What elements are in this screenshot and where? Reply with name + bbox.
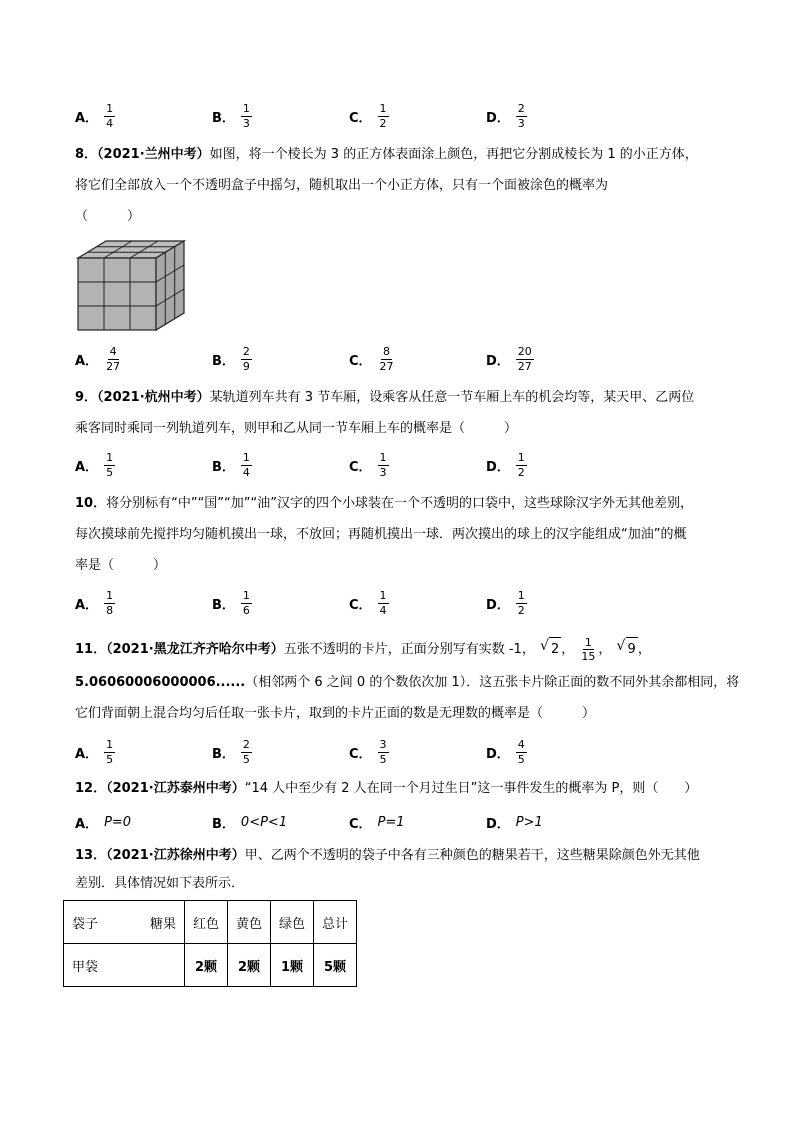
- q7-option-b[interactable]: B． $\frac{1}{3}$: [212, 101, 250, 130]
- q8-options: [75, 341, 725, 377]
- q11-option-b[interactable]: B． $\frac{2}{5}$: [212, 737, 250, 766]
- table-header: 绿色: [271, 901, 314, 944]
- q12-option-c[interactable]: C． P=1: [349, 814, 405, 832]
- fraction: $\frac{1}{5}$: [106, 737, 114, 766]
- q9-option-b[interactable]: B． $\frac{1}{4}$: [212, 450, 250, 479]
- q11-line2: 5.06060006000006......（相邻两个 6 之间 0 的个数依次加 1）．这五张卡片除正面的数不同外其余都相同，将: [75, 675, 740, 690]
- table-cell: 5颗: [314, 944, 357, 987]
- q10-option-a[interactable]: A． $\frac{1}{8}$: [75, 588, 114, 617]
- fraction: $\frac{1}{4}$: [106, 101, 114, 130]
- q8-option-d[interactable]: D． $\frac{20}{27}$: [486, 344, 532, 373]
- q13-line2: 差别．具体情况如下表所示．: [75, 876, 245, 891]
- q11-option-a[interactable]: A． $\frac{1}{5}$: [75, 737, 114, 766]
- fraction: $\frac{1}{3}$: [242, 101, 250, 130]
- q11-options: [75, 734, 725, 770]
- q9-options: [75, 447, 725, 483]
- sqrt-9: √ 9: [626, 637, 638, 662]
- fraction: $\frac{4}{27}$: [106, 344, 121, 373]
- q9-line1: 9．（2021·杭州中考）某轨道列车共有 3 节车厢，设乘客从任意一节车厢上车的机会均等，某天甲、乙两位: [75, 390, 695, 405]
- q12-option-b[interactable]: B． 0<P<1: [212, 814, 288, 832]
- fraction: $\frac{1}{5}$: [106, 450, 114, 479]
- q7-option-c[interactable]: C． $\frac{1}{2}$: [349, 101, 387, 130]
- fraction: $\frac{2}{3}$: [517, 101, 525, 130]
- fraction-1-15: $\frac{1}{15}$: [581, 636, 596, 663]
- fraction: $\frac{2}{9}$: [242, 344, 250, 373]
- q8-line2: 将它们全部放入一个不透明盒子中摇匀，随机取出一个小正方体，只有一个面被涂色的概率为: [75, 178, 609, 193]
- q8-line1: 8．（2021·兰州中考）如图，将一个棱长为 3 的正方体表面涂上颜色，再把它分割成棱长为 1 的小正方体，: [75, 147, 698, 162]
- q10-line2: 每次摸球前先搅拌均匀随机摸出一球，不放回；再随机摸出一球．两次摸出的球上的汉字能组成“加油”的概: [75, 527, 687, 542]
- q9-option-d[interactable]: D． $\frac{1}{2}$: [486, 450, 525, 479]
- q8-option-b[interactable]: B． $\frac{2}{9}$: [212, 344, 250, 373]
- q11-option-d[interactable]: D． $\frac{4}{5}$: [486, 737, 525, 766]
- table-cell: 2颗: [228, 944, 271, 987]
- fraction: $\frac{1}{8}$: [106, 588, 114, 617]
- fraction: $\frac{3}{5}$: [379, 737, 387, 766]
- candy-table: [63, 900, 357, 987]
- fraction: $\frac{1}{2}$: [517, 450, 525, 479]
- cube-figure: [76, 240, 188, 332]
- table-header: 红色: [185, 901, 228, 944]
- q9-option-c[interactable]: C． $\frac{1}{3}$: [349, 450, 387, 479]
- fraction: $\frac{8}{27}$: [379, 344, 394, 373]
- q10-line1: 10．将分别标有“中”“国”“加”“油”汉字的四个小球装在一个不透明的口袋中，这些球除汉字外无其他差别，: [75, 496, 693, 511]
- fraction: $\frac{1}{2}$: [517, 588, 525, 617]
- q10-line3: 率是（ ）: [75, 558, 167, 573]
- q9-line2: 乘客同时乘同一列轨道列车，则甲和乙从同一节车厢上车的概率是（ ）: [75, 421, 518, 436]
- q12-option-a[interactable]: A． P=0: [75, 814, 132, 832]
- q8-line3: （ ）: [75, 209, 141, 224]
- fraction: $\frac{1}{3}$: [379, 450, 387, 479]
- q9-option-a[interactable]: A． $\frac{1}{5}$: [75, 450, 114, 479]
- table-header-row: [64, 901, 357, 944]
- q12-options: [75, 804, 725, 840]
- table-header: 黄色: [228, 901, 271, 944]
- sqrt-2: √ 2: [549, 637, 561, 662]
- table-row: [64, 944, 357, 987]
- table-cell: 1颗: [271, 944, 314, 987]
- q7-option-d[interactable]: D． $\frac{2}{3}$: [486, 101, 525, 130]
- fraction: $\frac{1}{2}$: [379, 101, 387, 130]
- q12-option-d[interactable]: D． P>1: [486, 814, 543, 832]
- q13-line1: 13．（2021·江苏徐州中考）甲、乙两个不透明的袋子中各有三种颜色的糖果若干，这些糖果除颜色外无其他: [75, 848, 700, 863]
- table-row-label: 甲袋: [64, 944, 185, 987]
- q11-line3: 它们背面朝上混合均匀后任取一张卡片，取到的卡片正面的数是无理数的概率是（ ）: [75, 706, 596, 721]
- fraction: $\frac{1}{6}$: [242, 588, 250, 617]
- fraction: $\frac{1}{4}$: [242, 450, 250, 479]
- fraction: $\frac{2}{5}$: [242, 737, 250, 766]
- q10-option-c[interactable]: C． $\frac{1}{4}$: [349, 588, 387, 617]
- q8-option-a[interactable]: A． $\frac{4}{27}$: [75, 344, 121, 373]
- q7-option-a[interactable]: A． $\frac{1}{4}$: [75, 101, 114, 130]
- q7-options: [75, 98, 725, 134]
- q10-options: [75, 585, 725, 621]
- table-cell: 2颗: [185, 944, 228, 987]
- table-header: 总计: [314, 901, 357, 944]
- q11-line1: 11．（2021·黑龙江齐齐哈尔中考）五张不透明的卡片，正面分别写有实数 -1， √ 2 ， $\frac{1}{15}$ ， √ 9 ，: [75, 636, 651, 663]
- table-corner-cell: 袋子 糖果: [64, 901, 185, 944]
- q10-option-d[interactable]: D． $\frac{1}{2}$: [486, 588, 525, 617]
- q12-line1: 12．（2021·江苏泰州中考）“14 人中至少有 2 人在同一个月过生日”这一事件发生的概率为 P，则（ ）: [75, 781, 698, 796]
- fraction: $\frac{4}{5}$: [517, 737, 525, 766]
- q8-option-c[interactable]: C． $\frac{8}{27}$: [349, 344, 394, 373]
- q10-option-b[interactable]: B． $\frac{1}{6}$: [212, 588, 250, 617]
- q11-option-c[interactable]: C． $\frac{3}{5}$: [349, 737, 387, 766]
- fraction: $\frac{20}{27}$: [517, 344, 532, 373]
- fraction: $\frac{1}{4}$: [379, 588, 387, 617]
